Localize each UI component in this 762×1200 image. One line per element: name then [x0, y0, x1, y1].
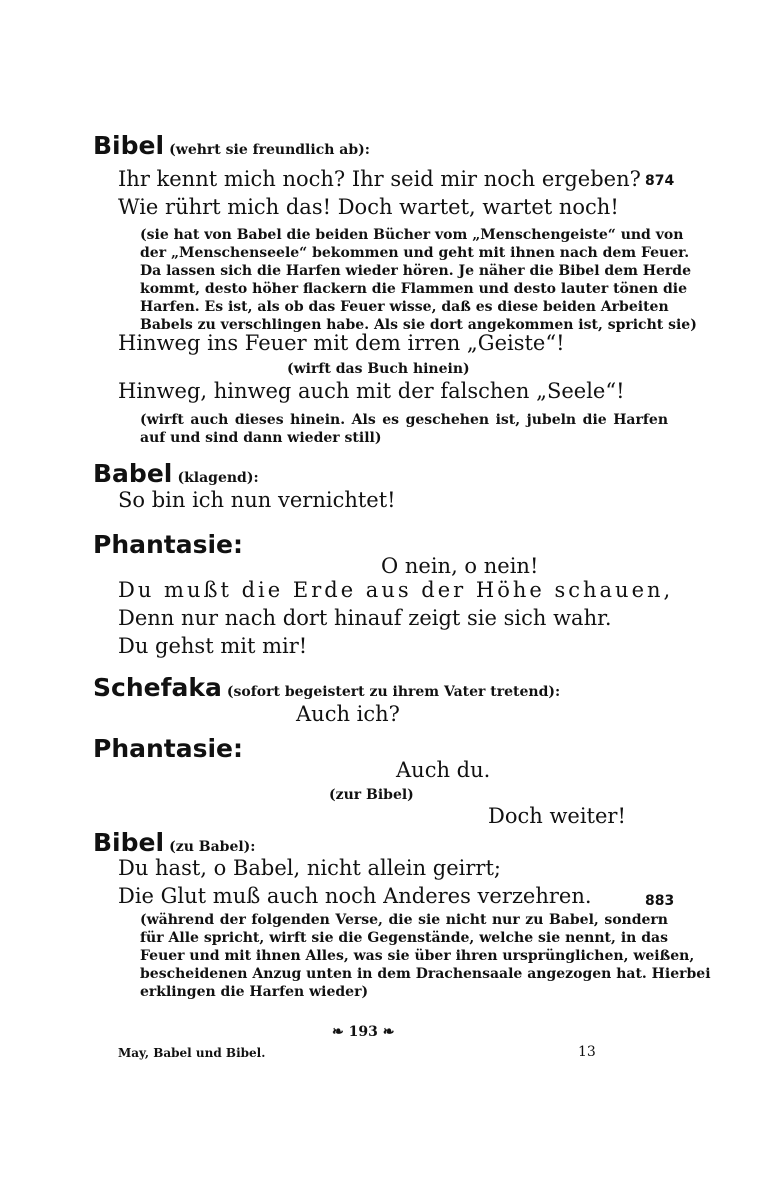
source-title: May, Babel und Bibel.	[118, 1046, 266, 1060]
verse-line: Die Glut muß auch noch Anderes verzehren.	[118, 884, 592, 908]
verse-line: So bin ich nun vernichtet!	[118, 488, 396, 512]
stage-line: kommt, desto höher flackern die Flammen und desto lauter tönen die	[140, 281, 688, 297]
speaker-name: Bibel	[93, 828, 165, 857]
speaker-line	[93, 459, 259, 488]
speaker-line	[93, 828, 255, 857]
page-number: 193	[348, 1024, 378, 1040]
stage-line: der „Menschenseele“ bekommen und geht mit ihnen nach dem Feuer.	[140, 245, 690, 261]
stage-line: (während der folgenden Verse, die sie nicht nur zu Babel, sondern	[140, 912, 668, 928]
stage-direction: (wehrt sie freundlich ab):	[169, 142, 370, 158]
stage-direction: (zu Babel):	[169, 839, 256, 855]
speaker-line	[93, 131, 370, 160]
speaker-name: Phantasie:	[93, 734, 244, 763]
verse-line: Du hast, o Babel, nicht allein geirrt;	[118, 856, 501, 880]
verse-line: O nein, o nein!	[381, 554, 539, 578]
ornament-right: ❧	[382, 1024, 395, 1040]
stage-line: auf und sind dann wieder still)	[140, 430, 382, 446]
stage-line: für Alle spricht, wirft sie die Gegenstände, welche sie nennt, in das	[140, 930, 668, 946]
verse-line: Du gehst mit mir!	[118, 634, 308, 658]
speaker-line	[93, 673, 560, 702]
stage-line: bescheidenen Anzug unten in dem Drachensaale angezogen hat. Hierbei	[140, 966, 711, 982]
stage-line: (wirft auch dieses hinein. Als es geschehen ist, jubeln die Harfen	[140, 412, 668, 428]
verse-line: Du mußt die Erde aus der Höhe schauen,	[118, 578, 674, 602]
stage-line: Feuer und mit ihnen Alles, was sie über ihren ursprünglichen, weißen,	[140, 948, 695, 964]
stage-line: (wirft das Buch hinein)	[287, 361, 470, 377]
stage-direction: (sofort begeistert zu ihrem Vater tretend):	[226, 684, 561, 700]
speaker-name: Schefaka	[93, 673, 222, 702]
line-number: 883	[645, 893, 675, 909]
verse-line: Wie rührt mich das! Doch wartet, wartet noch!	[118, 195, 619, 219]
stage-line: Da lassen sich die Harfen wieder hören. Je näher die Bibel dem Herde	[140, 263, 691, 279]
verse-line: Denn nur nach dort hinauf zeigt sie sich wahr.	[118, 606, 612, 630]
speaker-name: Bibel	[93, 131, 165, 160]
stage-line: erklingen die Harfen wieder)	[140, 984, 369, 1000]
stage-direction: (klagend):	[177, 470, 259, 486]
speaker-name: Phantasie:	[93, 530, 244, 559]
verse-line: Auch du.	[396, 758, 491, 782]
verse-line: Hinweg, hinweg auch mit der falschen „Seele“!	[118, 379, 625, 403]
speaker-name: Babel	[93, 459, 173, 488]
page-number-line	[332, 1024, 394, 1040]
line-number: 874	[645, 173, 675, 189]
stage-line: (zur Bibel)	[329, 787, 414, 803]
ornament-left: ❧	[332, 1024, 344, 1040]
stage-line: Babels zu verschlingen habe. Als sie dort angekommen ist, spricht sie)	[140, 317, 697, 333]
stage-line: Harfen. Es ist, als ob das Feuer wisse, daß es diese beiden Arbeiten	[140, 299, 669, 315]
signature-number: 13	[578, 1044, 596, 1060]
verse-line: Doch weiter!	[488, 804, 626, 828]
verse-line: Auch ich?	[296, 702, 400, 726]
verse-line: Hinweg ins Feuer mit dem irren „Geiste“!	[118, 331, 565, 355]
stage-line: (sie hat von Babel die beiden Bücher vom „Menschengeiste“ und von	[140, 227, 684, 243]
verse-line: Ihr kennt mich noch? Ihr seid mir noch ergeben?	[118, 167, 641, 191]
